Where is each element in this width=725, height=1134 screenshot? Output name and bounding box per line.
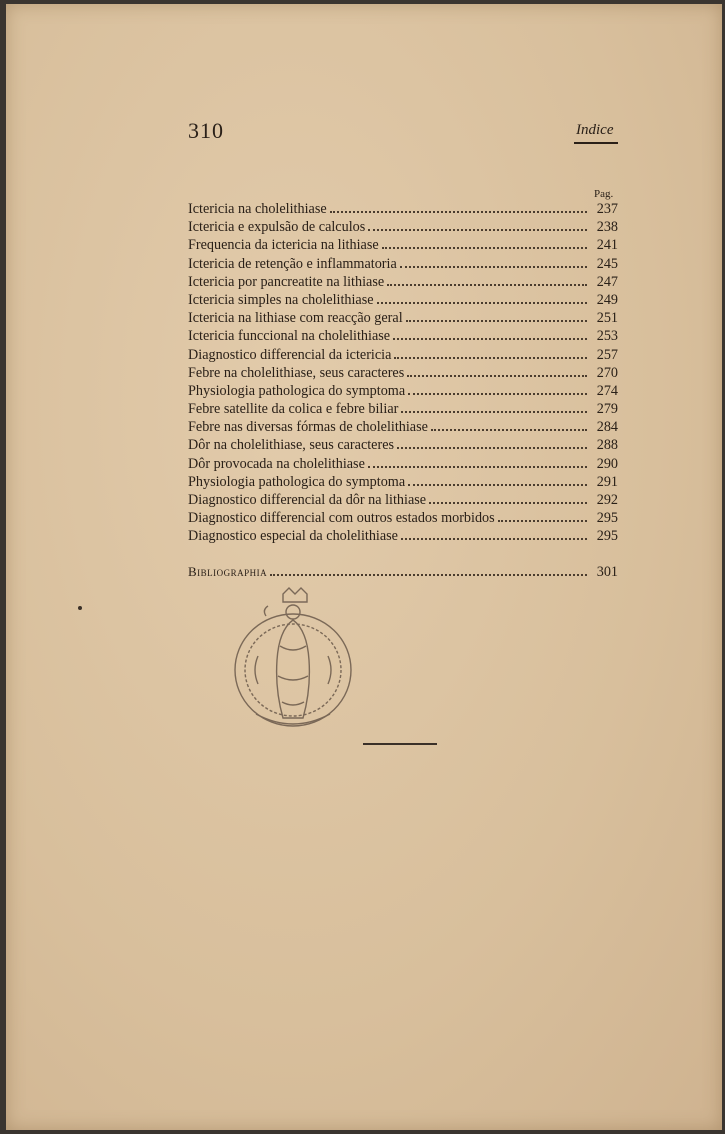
toc-entry-title: Febre nas diversas fórmas de cholelithiase	[188, 419, 428, 436]
toc-entry	[188, 292, 618, 310]
toc-entry-title: Ictericia por pancreatite na lithiase	[188, 273, 385, 290]
dot-leader	[498, 510, 587, 522]
toc-entry-page: 295	[596, 528, 618, 545]
toc-entry-page: 253	[596, 328, 618, 345]
dot-leader	[408, 383, 587, 395]
toc-entry-page: 270	[596, 364, 618, 381]
dot-leader	[406, 310, 587, 322]
toc-entry-page: 295	[596, 510, 618, 527]
dot-leader	[400, 256, 587, 268]
toc-entry	[188, 219, 618, 237]
toc-entry-page: 291	[596, 473, 618, 490]
dot-leader	[387, 274, 587, 286]
toc-entry	[188, 419, 618, 437]
toc-entry	[188, 528, 618, 546]
toc-entry	[188, 383, 618, 401]
dot-leader	[382, 237, 587, 249]
dot-leader	[408, 474, 587, 486]
paper-speck	[78, 606, 82, 610]
table-of-contents	[188, 201, 618, 547]
toc-entry-title: Ictericia funccional na cholelithiase	[188, 328, 391, 345]
toc-entry	[188, 201, 618, 219]
toc-entry-title: Frequencia da ictericia na lithiase	[188, 237, 379, 254]
toc-entry	[188, 328, 618, 346]
toc-entry-title: Dôr provocada na cholelithiase	[188, 455, 365, 472]
toc-entry-title: Physiologia pathologica do symptoma	[188, 473, 406, 490]
title-underline	[574, 142, 618, 144]
bibliography-title: Bibliographia	[188, 564, 268, 579]
toc-entry-title: Ictericia e expulsão de calculos	[188, 219, 366, 236]
page-number: 310	[188, 118, 224, 143]
dot-leader	[429, 492, 587, 504]
toc-entry-page: 245	[596, 255, 618, 272]
toc-entry-page: 237	[596, 201, 618, 217]
toc-entry-page: 249	[596, 291, 618, 308]
dot-leader	[397, 437, 587, 449]
page-column-label: Pag.	[594, 188, 614, 200]
section-title: Indice	[576, 122, 614, 138]
toc-entry-page: 247	[596, 273, 618, 290]
toc-entry-title: Diagnostico especial da cholelithiase	[188, 528, 398, 545]
dot-leader	[368, 219, 587, 231]
toc-entry-title: Febre na cholelithiase, seus caracteres	[188, 364, 405, 381]
dot-leader	[330, 201, 587, 213]
toc-entry-page: 284	[596, 419, 618, 436]
toc-entry-title: Ictericia de retenção e inflammatoria	[188, 255, 397, 272]
dot-leader	[368, 456, 587, 468]
toc-entry-page: 279	[596, 401, 618, 418]
toc-entry-page: 274	[596, 382, 618, 399]
toc-entry	[188, 310, 618, 328]
toc-entry-page: 290	[596, 455, 618, 472]
dot-leader	[431, 419, 587, 431]
bibliography-page: 301	[596, 564, 618, 580]
dot-leader	[270, 564, 587, 576]
dot-leader	[393, 328, 587, 340]
toc-entry-title: Febre satellite da colica e febre biliar	[188, 401, 399, 418]
dot-leader	[407, 365, 587, 377]
toc-entry-title: Ictericia na lithiase com reacção geral	[188, 310, 403, 327]
dot-leader	[401, 528, 587, 540]
library-stamp-icon	[228, 586, 358, 738]
toc-entry-page: 288	[596, 437, 618, 454]
dot-leader	[394, 347, 587, 359]
toc-entry	[188, 492, 618, 510]
bibliography-entry	[188, 564, 618, 582]
toc-entry	[188, 256, 618, 274]
dot-leader	[377, 292, 587, 304]
toc-entry	[188, 474, 618, 492]
toc-entry-title: Physiologia pathologica do symptoma	[188, 382, 406, 399]
toc-entry-title: Ictericia na cholelithiase	[188, 201, 327, 217]
dot-leader	[401, 401, 587, 413]
toc-entry-title: Dôr na cholelithiase, seus caracteres	[188, 437, 395, 454]
toc-entry-title: Diagnostico differencial da ictericia	[188, 346, 392, 363]
toc-entry	[188, 347, 618, 365]
toc-entry	[188, 401, 618, 419]
toc-entry	[188, 437, 618, 455]
toc-entry-page: 292	[596, 492, 618, 508]
toc-entry-page: 251	[596, 310, 618, 327]
book-page	[6, 4, 722, 1130]
closing-rule	[363, 743, 437, 745]
toc-entry-page: 241	[596, 237, 618, 254]
toc-entry	[188, 365, 618, 383]
toc-entry-page: 238	[596, 219, 618, 236]
toc-entry	[188, 237, 618, 255]
toc-entry-page: 257	[596, 346, 618, 363]
toc-entry	[188, 456, 618, 474]
toc-entry	[188, 510, 618, 528]
toc-entry-title: Diagnostico differencial da dôr na lithiase	[188, 492, 427, 508]
toc-entry-title: Diagnostico differencial com outros estados morbidos	[188, 510, 495, 527]
toc-entry	[188, 274, 618, 292]
toc-entry-title: Ictericia simples na cholelithiase	[188, 291, 374, 308]
